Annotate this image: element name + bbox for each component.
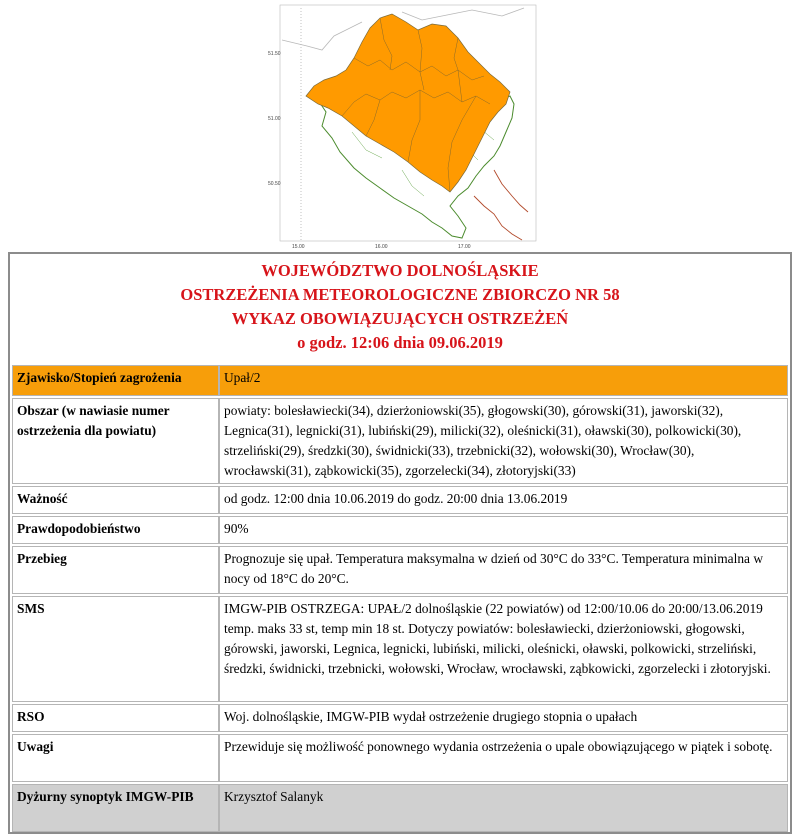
- lon-label-1: 15.00: [292, 244, 305, 248]
- row-label: Dyżurny synoptyk IMGW-PIB: [12, 784, 219, 832]
- lat-label-1: 51.50: [268, 51, 281, 57]
- lat-label-2: 51.00: [268, 116, 281, 122]
- row-validity: [12, 486, 788, 514]
- row-label: Zjawisko/Stopień zagrożenia: [12, 365, 219, 396]
- row-rso: [12, 704, 788, 732]
- row-phenomenon: [12, 365, 788, 396]
- row-forecaster: [12, 784, 788, 832]
- report-title: OSTRZEŻENIA METEOROLOGICZNE ZBIORCZO NR 58: [180, 285, 620, 304]
- row-sms: [12, 596, 788, 702]
- row-label: RSO: [12, 704, 219, 732]
- report-subtitle: WYKAZ OBOWIĄZUJĄCYCH OSTRZEŻEŃ: [231, 309, 569, 328]
- row-label: Przebieg: [12, 546, 219, 594]
- row-label: Obszar (w nawiasie numer ostrzeżenia dla powiatu): [12, 398, 219, 484]
- report-header: [10, 254, 790, 362]
- report-region-title: WOJEWÓDZTWO DOLNOŚLĄSKIE: [261, 261, 539, 280]
- lon-label-2: 16.00: [375, 244, 388, 248]
- row-label: Prawdopodobieństwo: [12, 516, 219, 544]
- row-value: Prognozuje się upał. Temperatura maksymalna w dzień od 30°C do 33°C. Temperatura minimalna w nocy od 18°C do 20°C.: [219, 546, 788, 594]
- report-timestamp: o godz. 12:06 dnia 09.06.2019: [297, 333, 503, 352]
- row-label: Uwagi: [12, 734, 219, 782]
- warning-map-svg: [262, 0, 538, 248]
- row-value: Upał/2: [219, 365, 788, 396]
- warning-details-table: [12, 363, 788, 834]
- row-value: Krzysztof Salanyk: [219, 784, 788, 832]
- row-value: od godz. 12:00 dnia 10.06.2019 do godz. 20:00 dnia 13.06.2019: [219, 486, 788, 514]
- row-value: IMGW-PIB OSTRZEGA: UPAŁ/2 dolnośląskie (22 powiatów) od 12:00/10.06 do 20:00/13.06.2019 temp. maks 33 st, temp min 18 st. Dotyczy powiatów: bolesławiecki, dzierżoniowski, głogowski, górowski, jaworski, Legnica, legnicki, lubiński, milicki, oleśnicki, oławski, polkowicki, strzeliński, średzki, świdnicki, trzebnicki, wołowski, Wrocław, wrocławski, ząbkowicki, zgorzelecki i złotoryjski.: [219, 596, 788, 702]
- lat-label-3: 50.50: [268, 181, 281, 187]
- warning-report: [8, 252, 792, 834]
- warning-map: [262, 0, 538, 248]
- row-course: [12, 546, 788, 594]
- lon-label-3: 17.00: [458, 244, 471, 248]
- row-value: Przewiduje się możliwość ponownego wydania ostrzeżenia o upale obowiązującego w piątek i sobotę.: [219, 734, 788, 782]
- row-label: Ważność: [12, 486, 219, 514]
- row-label: SMS: [12, 596, 219, 702]
- row-value: Woj. dolnośląskie, IMGW-PIB wydał ostrzeżenie drugiego stopnia o upałach: [219, 704, 788, 732]
- row-value: 90%: [219, 516, 788, 544]
- row-remarks: [12, 734, 788, 782]
- row-area: [12, 398, 788, 484]
- row-probability: [12, 516, 788, 544]
- row-value: powiaty: bolesławiecki(34), dzierżoniowski(35), głogowski(30), górowski(31), jaworski(32), Legnica(31), legnicki(31), lubiński(29), milicki(32), oleśnicki(31), oławski(30), polkowicki(30), strzeliński(29), średzki(30), świdnicki(33), trzebnicki(32), wołowski(30), Wrocław(30), wrocławski(31), ząbkowicki(35), zgorzelecki(34), złotoryjski(33): [219, 398, 788, 484]
